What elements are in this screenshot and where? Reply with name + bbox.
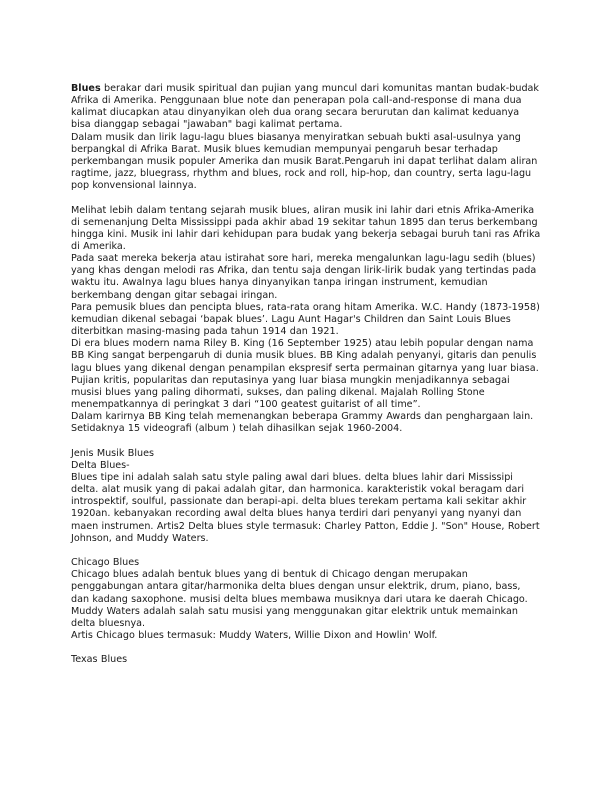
delta-blues-heading: Delta Blues- [71, 459, 130, 471]
history-paragraph-6: Dalam karirnya BB King telah memenangkan beberapa Grammy Awards dan penghargaan lain. Setidaknya 15 videografi (album ) telah dihasilkan sejak 1960-2004. [71, 411, 534, 435]
chicago-blues-heading: Chicago Blues [71, 557, 140, 569]
chicago-blues-paragraph-1: Chicago blues adalah bentuk blues yang di bentuk di Chicago dengan merupakan penggabungan antara gitar/harmonika delta blues dengan unsur elektrik, drum, piano, bass, dan kadang saxophone. musisi delta blues membawa musiknya dari utara ke daerah Chicago. Muddy Waters adalah salah satu musisi yang menggunakan gitar elektrik untuk memainkan delta bluesnya. [71, 569, 528, 629]
history-paragraph-1: Melihat lebih dalam tentang sejarah musik blues, aliran musik ini lahir dari etnis Afrika-Amerika di semenanjung Delta Mississippi pada akhir abad 19 sekitar tahun 1895 dan terus berkembang hingga kini. Musik ini lahir dari kehidupan para budak yang bekerja sebagai buruh tani ras Afrika di Amerika. [71, 204, 541, 253]
delta-blues-body: Blues tipe ini adalah salah satu style paling awal dari blues. delta blues lahir dari Mississipi delta. alat musik yang di pakai adalah gitar, dan harmonica. karakteristik vokal beragam dari introspektif, soulful, passionate dan berapi-api. delta blues terekam pertama kali sekitar akhir 1920an. kebanyakan recording awal delta blues hanya terdiri dari penyanyi yang nyanyi dan maen instrumen. Artis2 Delta blues style termasuk: Charley Patton, Eddie J. "Son" House, Robert Johnson, and Muddy Waters. [71, 471, 540, 544]
paragraph-gap [71, 642, 541, 654]
texas-blues-heading: Texas Blues [71, 654, 128, 666]
intro-paragraph-1-text: berakar dari musik spiritual dan pujian yang muncul dari komunitas mantan budak-budak Afrika di Amerika. Penggunaan blue note dan penerapan pola call-and-response di mana dua kalimat diucapkan atau dinyanyikan oleh dua orang secara berurutan dan kalimat keduanya bisa dianggap sebagai "jawaban" bagi kalimat pertama. [71, 83, 539, 131]
intro-paragraph-1 [71, 83, 541, 132]
lead-word-blues: Blues [71, 83, 101, 94]
paragraph-gap [71, 545, 541, 557]
chicago-blues-paragraph-2: Artis Chicago blues termasuk: Muddy Waters, Willie Dixon and Howlin' Wolf. [71, 629, 438, 641]
history-paragraph-5: Pujian kritis, popularitas dan reputasinya yang luar biasa mungkin menjadikannya sebagai musisi blues yang paling dihormati, sukses, dan paling dikenal. Majalah Rolling Stone menempatkannya di peringkat 3 dari “100 geatest guitarist of all time”. [71, 374, 510, 411]
history-paragraph-4: Di era blues modern nama Riley B. King (16 September 1925) atau lebih popular dengan nama BB King sangat berpengaruh di dunia musik blues. BB King adalah penyanyi, gitaris dan penulis lagu blues yang dikenal dengan penampilan ekspresif serta permainan gitarnya yang luar biasa. [71, 338, 539, 374]
paragraph-gap [71, 436, 541, 448]
history-paragraph-2: Pada saat mereka bekerja atau istirahat sore hari, mereka mengalunkan lagu-lagu sedih (blues) yang khas dengan melodi ras Afrika, dan tentu saja dengan lirik-lirik budak yang tertindas pada waktu itu. Awalnya lagu blues hanya dinyanyikan tanpa iringan instrument, kemudian berkembang dengan gitar sebagai iringan. [71, 253, 537, 301]
history-paragraph-3: Para pemusik blues dan pencipta blues, rata-rata orang hitam Amerika. W.C. Handy (1873-1958) kemudian dikenal sebagai ‘bapak blues’. Lagu Aunt Hagar's Children dan Saint Louis Blues diterbitkan masing-masing pada tahun 1914 dan 1921. [71, 301, 540, 338]
types-heading: Jenis Musik Blues [71, 447, 154, 459]
paragraph-gap [71, 192, 541, 204]
intro-paragraph-2: Dalam musik dan lirik lagu-lagu blues biasanya menyiratkan sebuah bukti asal-usulnya yang berpangkal di Afrika Barat. Musik blues kemudian mempunyai pengaruh besar terhadap perkembangan musik populer Amerika dan musik Barat.Pengaruh ini dapat terlihat dalam aliran ragtime, jazz, bluegrass, rhythm and blues, rock and roll, hip-hop, dan country, serta lagu-lagu pop konvensional lainnya. [71, 131, 538, 192]
document-body [71, 83, 541, 666]
